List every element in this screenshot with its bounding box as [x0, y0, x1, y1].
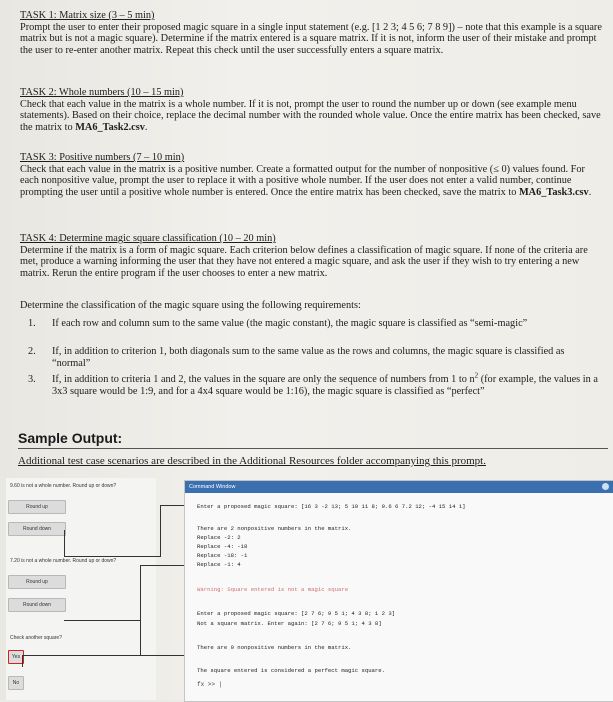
warning-line: Warning: Square entered is not a magic square [197, 586, 349, 593]
question-round-2: 7.20 is not a whole number. Round up or down? [10, 558, 117, 564]
task3-file: MA6_Task3.csv [518, 186, 589, 198]
requirement-item [28, 318, 598, 330]
task2-end: . [144, 121, 148, 133]
requirement-text-pre: If, in addition to criteria 1 and 2, the values in the square are only the sequence of numbers from 1 to n [52, 374, 475, 385]
round-up-button[interactable]: Round up [8, 500, 66, 514]
connector-line [140, 655, 186, 656]
divider [18, 448, 608, 449]
task2-file: MA6_Task2.csv [75, 121, 145, 133]
command-line: Replace -4: -18 [197, 543, 248, 550]
requirement-item [28, 346, 598, 369]
no-button[interactable]: No [8, 676, 24, 690]
command-line: The square entered is considered a perfect magic square. [197, 667, 385, 674]
connector-line [140, 565, 186, 566]
command-line: Replace -1: 4 [197, 561, 241, 568]
requirements-intro: Determine the classification of the magic square using the following requirements: [20, 300, 361, 311]
round-up-button[interactable]: Round up [8, 575, 66, 589]
command-window-title: Command Window [185, 481, 613, 493]
connector-line [64, 530, 65, 557]
task4-section [20, 233, 602, 279]
round-down-button[interactable]: Round down [8, 598, 66, 612]
command-line: Enter a proposed magic square: [2 7 6; 9 5 1; 4 3 8; 1 2 3] [197, 610, 396, 617]
task2-text: Check that each value in the matrix is a whole number. If it is not, prompt the user to round the number up or down (see example menu statements). Based on their choice, replace the decimal number with the rounded whole value. Once the entire matrix has been checked, save the matrix to [20, 98, 601, 133]
yes-button[interactable]: Yes [8, 650, 24, 664]
requirement-text: If each row and column sum to the same value (the magic constant), the magic square is classified as “semi-magic” [52, 318, 528, 329]
command-window[interactable] [184, 480, 613, 702]
task1-heading: TASK 1: Matrix size (3 – 5 min) [20, 10, 155, 21]
task4-text: Determine if the matrix is a form of magic square. Each criterion below defines a classification of magic square. If none of the criteria are met, produce a warning informing the user that they have not entered a magic square, and ask the user if they wish to try entering a new matrix. Rerun the entire program if the user chooses to enter a new matrix. [20, 244, 588, 279]
task2-section [20, 87, 602, 133]
task3-heading: TASK 3: Positive numbers (7 – 10 min) [20, 152, 185, 163]
connector-line [22, 655, 23, 667]
task3-text: Check that each value in the matrix is a positive number. Create a formatted output for the number of nonpositive (≤ 0) values found. For each nonpositive value, prompt the user to replace it with a positive whole number. If the user does not enter a valid number, continue prompting the user until a positive whole number is entered. Once the entire matrix has been checked, save the matrix to [20, 163, 585, 198]
task4-heading: TASK 4: Determine magic square classification (10 – 20 min) [20, 233, 276, 244]
connector-line [64, 556, 161, 557]
requirement-number: 1. [28, 318, 36, 329]
requirement-text-post: (for example, the values in a 3x3 square would be 1:9, and for a 4x4 square would be 1:16), the magic square is classified as “perfect” [52, 374, 598, 397]
round-down-button[interactable]: Round down [8, 522, 66, 536]
command-line: Replace -18: -1 [197, 552, 248, 559]
question-check-another: Check another square? [10, 635, 62, 641]
collapse-icon[interactable] [602, 483, 609, 490]
requirement-number: 2. [28, 346, 36, 357]
command-line: Replace -2: 2 [197, 534, 241, 541]
connector-line [22, 655, 140, 656]
task1-text: Prompt the user to enter their proposed magic square in a single input statement (e.g. [1 2 3; 4 5 6; 7 8 9]) – note that this example is a square matrix but is not a magic square). Determine if the matrix entered is a square matrix. If it is not, inform the user of their mistake and prompt the user to re-enter another matrix. Repeat this check until the user successfully enters a square matrix. [20, 21, 602, 56]
dialog-panel [6, 478, 156, 700]
requirement-item [28, 371, 598, 397]
task3-end: . [588, 186, 592, 198]
requirement-text: If, in addition to criterion 1, both diagonals sum to the same value as the rows and columns, the magic square is classified as “normal” [52, 346, 565, 369]
connector-line [140, 565, 141, 655]
command-line: Enter a proposed magic square: [16 3 -2 13; 5 10 11 8; 9.6 6 7.2 12; -4 15 14 1] [197, 503, 466, 510]
connector-line [160, 505, 161, 557]
connector-line [64, 620, 141, 621]
requirement-text [52, 371, 598, 397]
connector-line [160, 505, 186, 506]
sample-subtitle: Additional test case scenarios are described in the Additional Resources folder accompanying this prompt. [18, 455, 486, 467]
requirement-number: 3. [28, 374, 36, 385]
question-round-1: 9.60 is not a whole number. Round up or down? [10, 483, 117, 489]
command-line: Not a square matrix. Enter again: [2 7 6; 9 5 1; 4 3 8] [197, 620, 382, 627]
task2-heading: TASK 2: Whole numbers (10 – 15 min) [20, 87, 184, 98]
superscript: 2 [474, 371, 479, 380]
command-prompt[interactable]: fx >> | [197, 681, 223, 688]
command-line: There are 2 nonpositive numbers in the matrix. [197, 525, 352, 532]
command-line: There are 0 nonpositive numbers in the matrix. [197, 644, 352, 651]
task1-section [20, 10, 602, 56]
task3-section [20, 152, 602, 198]
sample-output-title: Sample Output: [18, 430, 123, 446]
